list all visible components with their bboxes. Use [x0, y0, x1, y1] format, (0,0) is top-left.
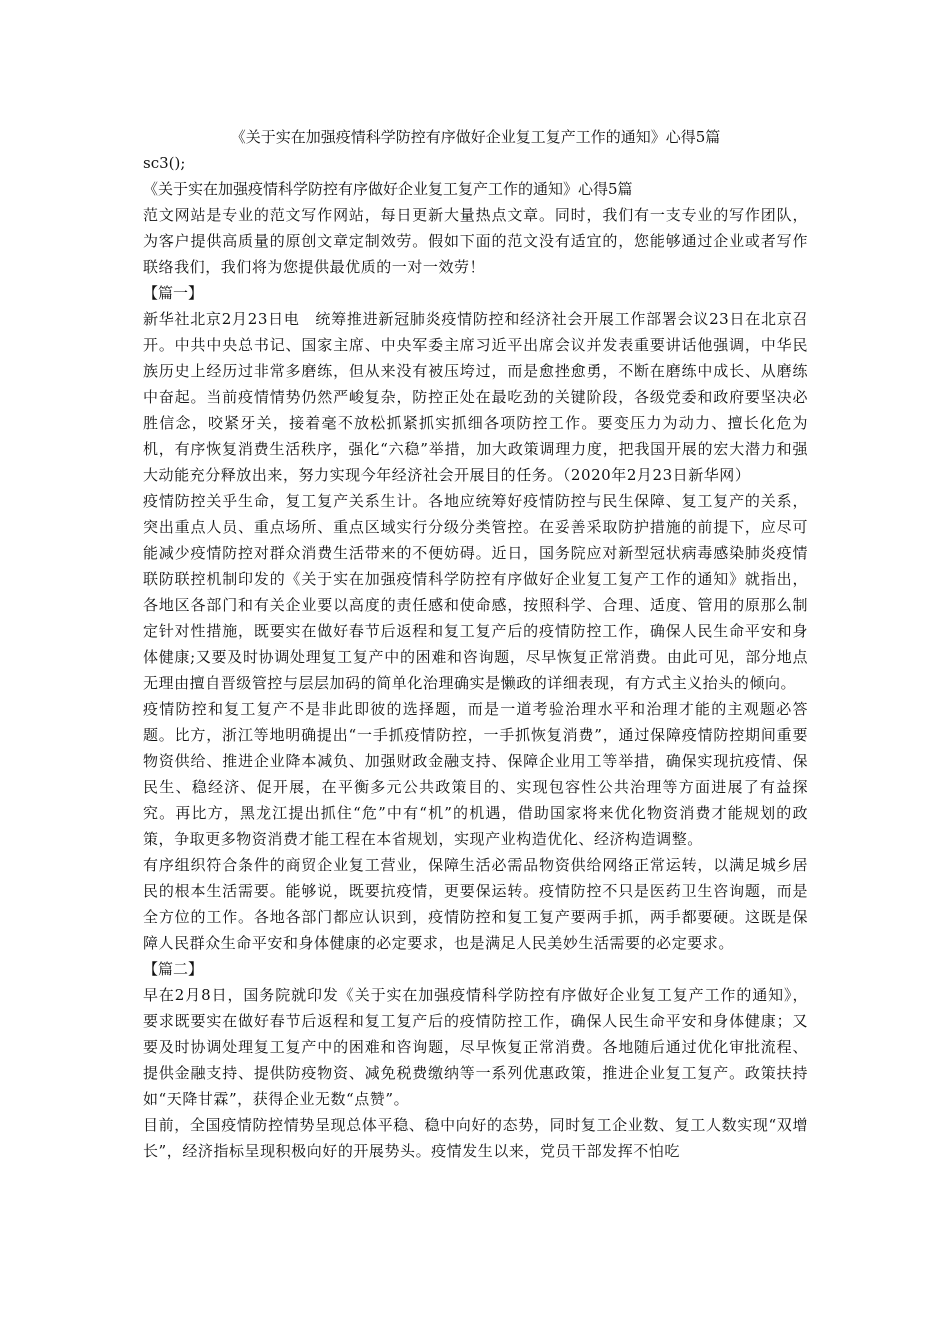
intro-paragraph: 范文网站是专业的范文写作网站，每日更新大量热点文章。同时，我们有一支专业的写作团队，为客户提供高质量的原创文章定制效劳。假如下面的范文没有适宜的，您能够通过企业或者写作联络我们，我们将为您提供最优质的一对一效劳！ [143, 206, 808, 276]
body-paragraph: 疫情防控关乎生命，复工复产关系生计。各地应统筹好疫情防控与民生保障、复工复产的关系，突出重点人员、重点场所、重点区域实行分级分类管控。在妥善采取防护措施的前提下，应尽可能减少疫情防控对群众消费生活带来的不便妨碍。近日，国务院应对新型冠状病毒感染肺炎疫情联防联控机制印发的《关于实在加强疫情科学防控有序做好企业复工复产工作的通知》就指出，各地区各部门和有关企业要以高度的责任感和使命感，按照科学、合理、适度、管用的原那么制定针对性措施，既要实在做好春节后返程和复工复产后的疫情防控工作，确保人民生命平安和身体健康;又要及时协调处理复工复产中的困难和咨询题，尽早恢复正常消费。由此可见，部分地点无理由擅自晋级管控与层层加码的简单化治理确实是懒政的详细表现，有方式主义抬头的倾向。 [143, 492, 808, 692]
body-paragraph: 早在2月8日，国务院就印发《关于实在加强疫情科学防控有序做好企业复工复产工作的通知》，要求既要实在做好春节后返程和复工复产后的疫情防控工作，确保人民生命平安和身体健康；又要及时协调处理复工复产中的困难和咨询题，尽早恢复正常消费。各地随后通过优化审批流程、提供金融支持、提供防疫物资、减免税费缴纳等一系列优惠政策，推进企业复工复产。政策扶持如“天降甘霖”，获得企业无数“点赞”。 [143, 986, 808, 1108]
body-paragraph: 目前，全国疫情防控情势呈现总体平稳、稳中向好的态势，同时复工企业数、复工人数实现“双增长”，经济指标呈现积极向好的开展势头。疫情发生以来，党员干部发挥不怕吃 [143, 1116, 808, 1160]
section-heading-1: 【篇一】 [143, 284, 204, 302]
document-subtitle: 《关于实在加强疫情科学防控有序做好企业复工复产工作的通知》心得5篇 [143, 180, 633, 198]
code-line: sc3(); [143, 154, 186, 172]
body-paragraph: 疫情防控和复工复产不是非此即彼的选择题，而是一道考验治理水平和治理才能的主观题必答题。比方，浙江等地明确提出“一手抓疫情防控，一手抓恢复消费”，通过保障疫情防控期间重要物资供给、推进企业降本减负、加强财政金融支持、保障企业用工等举措，确保实现抗疫情、保民生、稳经济、促开展，在平衡多元公共政策目的、实现包容性公共治理等方面进展了有益探究。再比方，黑龙江提出抓住“危”中有“机”的机遇，借助国家将来优化物资消费才能规划的政策，争取更多物资消费才能工程在本省规划，实现产业构造优化、经济构造调整。 [143, 700, 808, 848]
section-heading-2: 【篇二】 [143, 960, 204, 978]
body-paragraph: 新华社北京2月23日电 统筹推进新冠肺炎疫情防控和经济社会开展工作部署会议23日在北京召开。中共中央总书记、国家主席、中央军委主席习近平出席会议并发表重要讲话他强调，中华民族历史上经历过非常多磨练，但从来没有被压垮过，而是愈挫愈勇，不断在磨练中成长、从磨练中奋起。当前疫情情势仍然严峻复杂，防控正处在最吃劲的关键阶段，各级党委和政府要坚决必胜信念，咬紧牙关，接着毫不放松抓紧抓实抓细各项防控工作。要变压力为动力、擅长化危为机，有序恢复消费生活秩序，强化“六稳”举措，加大政策调理力度，把我国开展的宏大潜力和强大动能充分释放出来，努力实现今年经济社会开展目的任务。（2020年2月23日新华网） [143, 310, 808, 484]
body-paragraph: 有序组织符合条件的商贸企业复工营业，保障生活必需品物资供给网络正常运转，以满足城乡居民的根本生活需要。能够说，既要抗疫情，更要保运转。疫情防控不只是医药卫生咨询题，而是全方位的工作。各地各部门都应认识到，疫情防控和复工复产要两手抓，两手都要硬。这既是保障人民群众生命平安和身体健康的必定要求，也是满足人民美妙生活需要的必定要求。 [143, 856, 808, 952]
document-page [143, 124, 808, 1164]
document-title: 《关于实在加强疫情科学防控有序做好企业复工复产工作的通知》心得5篇 [230, 128, 721, 146]
